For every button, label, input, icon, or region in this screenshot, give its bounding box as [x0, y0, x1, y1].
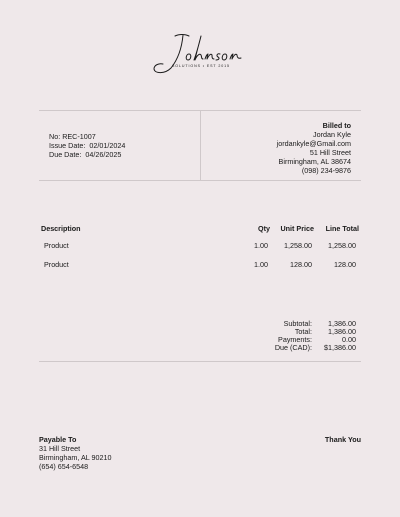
column-header-qty: Qty [258, 224, 270, 233]
row-description: Product [44, 260, 69, 269]
invoice-number-row [49, 132, 125, 141]
billed-to-city: Birmingham, AL 38674 [278, 157, 351, 166]
total-value: 1,386.00 [328, 327, 356, 336]
row-qty: 1.00 [254, 260, 268, 269]
due-date-label: Due Date: [49, 150, 82, 159]
payable-to-block [39, 435, 111, 471]
billed-to-email: jordankyle@Gmail.com [276, 139, 351, 148]
billed-to-name: Jordan Kyle [313, 130, 351, 139]
billed-to-phone: (098) 234-9876 [301, 166, 351, 175]
due-date: 04/26/2025 [85, 150, 122, 159]
invoice-meta [49, 132, 125, 159]
row-line-total: 128.00 [334, 260, 356, 269]
company-logo [145, 30, 255, 85]
due-value: $1,386.00 [324, 343, 356, 352]
billed-to-block [277, 121, 351, 175]
invoice-number-label: No: [49, 132, 61, 141]
payments-value: 0.00 [342, 335, 356, 344]
subtotal-label: Subtotal: [283, 319, 312, 328]
invoice-number: REC-1007 [62, 132, 96, 141]
totals-divider [39, 361, 361, 362]
billed-to-street: 51 Hill Street [309, 148, 351, 157]
subtotal-value: 1,386.00 [328, 319, 356, 328]
column-header-line-total: Line Total [325, 224, 359, 233]
row-unit-price: 1,258.00 [284, 241, 312, 250]
payable-to-street: 31 Hill Street [39, 444, 81, 453]
issue-date: 02/01/2024 [89, 141, 126, 150]
payable-to-phone: (654) 654-6548 [39, 462, 89, 471]
row-qty: 1.00 [254, 241, 268, 250]
issue-date-row [49, 141, 125, 150]
due-date-row [49, 150, 125, 159]
header-bottom-divider [39, 180, 361, 181]
row-unit-price: 128.00 [290, 260, 312, 269]
column-header-unit-price: Unit Price [280, 224, 314, 233]
total-label: Total: [294, 327, 312, 336]
logo-tagline: SOLUTIONS • EST 2015 [172, 64, 230, 68]
johnson-signature-logo [145, 30, 255, 78]
payable-to-title: Payable To [39, 435, 77, 444]
payable-to-city: Birmingham, AL 90210 [39, 453, 112, 462]
header-vertical-divider [200, 110, 201, 180]
payments-label: Payments: [278, 335, 312, 344]
issue-date-label: Issue Date: [49, 141, 86, 150]
column-header-description: Description [41, 224, 81, 233]
due-label: Due (CAD): [274, 343, 312, 352]
billed-to-title: Billed to [322, 121, 351, 130]
thank-you-text: Thank You [324, 435, 361, 444]
row-description: Product [44, 241, 69, 250]
row-line-total: 1,258.00 [328, 241, 356, 250]
